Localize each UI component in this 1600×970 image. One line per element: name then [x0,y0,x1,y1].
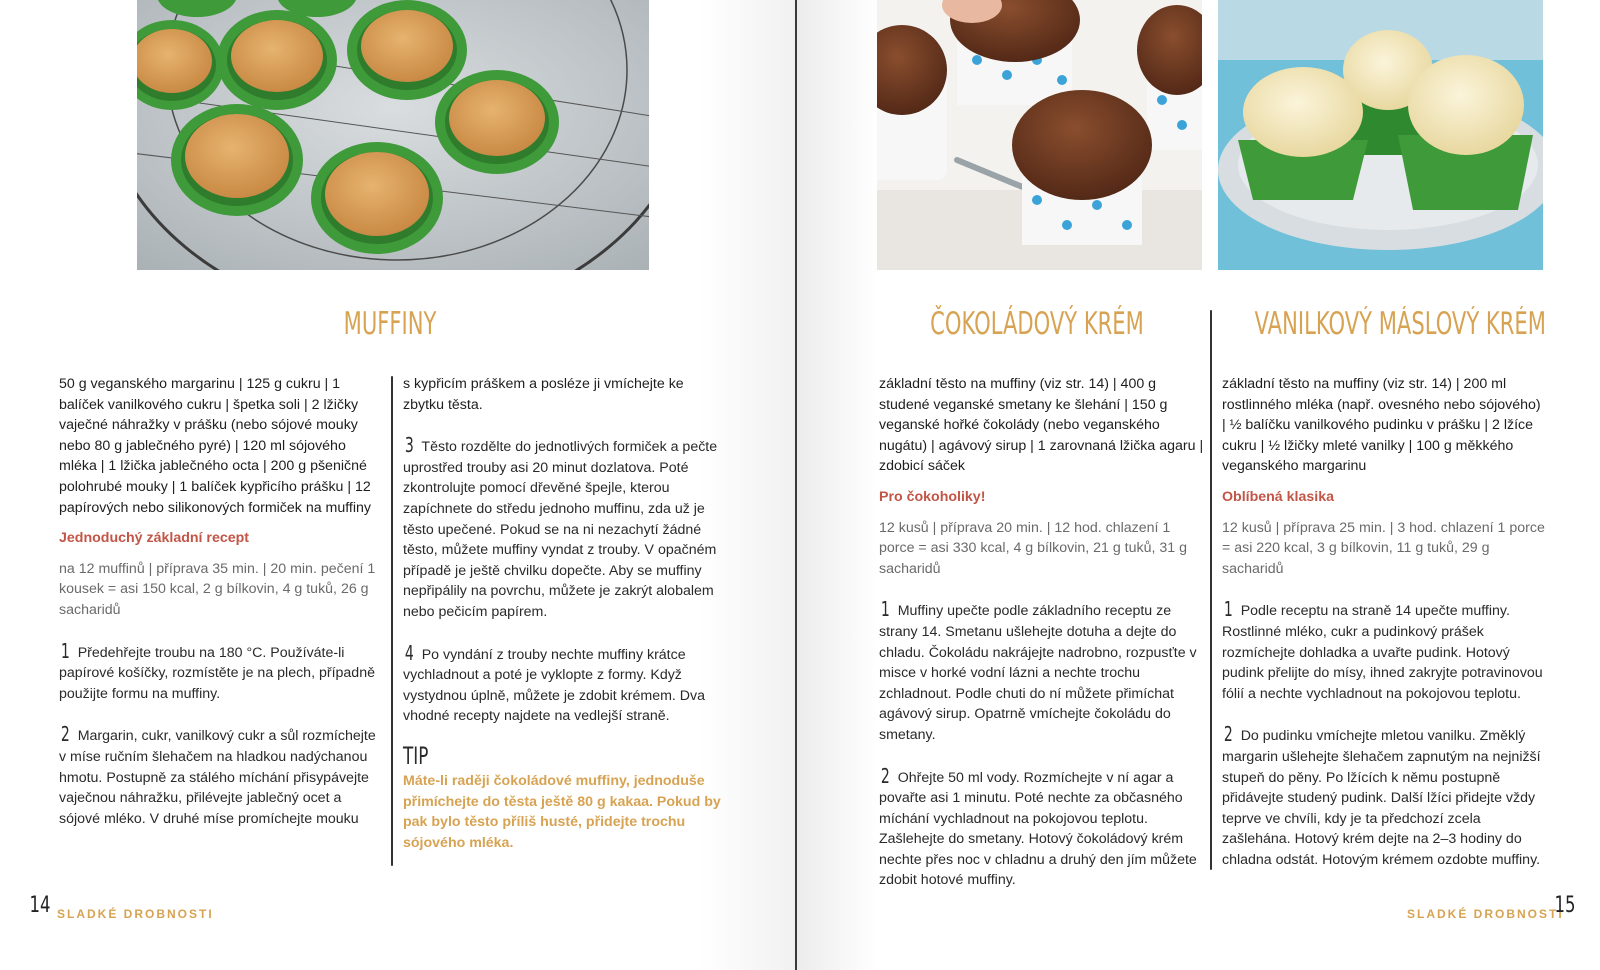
muffins-on-rack-photo [137,0,649,270]
step-number: 1 [60,638,70,663]
step-2 [59,724,384,829]
column-divider [391,376,393,866]
step-number: 1 [1223,597,1233,622]
cupcake [1012,90,1152,245]
step-number: 1 [880,597,890,622]
step-2 [1222,724,1547,870]
left-column-2 [403,374,728,853]
step-number: 4 [404,640,414,665]
step-text: Do pudinku vmíchejte mletou vanilku. Změklý margarin ušlehejte šlehačem zapnutým na nejnižší stupeň do pěny. Po lžících k němu postupně přidávejte studený pudink. Další lžíci přidejte vždy teprve ve chvíli, kdy je ta předchozí zcela zašlehána. Hotový krém dejte na 2–3 hodiny do chladna odstát. Hotovým krémem ozdobte muffiny. [1222,728,1541,868]
step-1 [879,599,1204,745]
step-4 [403,640,728,727]
recipe-subtitle: Jednoduchý základní recept [59,530,250,547]
vanilla-recipe-column [1222,374,1547,870]
step-1 [59,638,384,705]
cupcake [1238,67,1368,200]
step-2 [879,763,1204,892]
recipe-title: VANILKOVÝ MÁSLOVÝ KRÉM [1254,306,1546,342]
page-number: 15 [1554,893,1576,918]
tip-text: Máte-li raději čokoládové muffiny, jednoduše přimíchejte do těsta ještě 80 g kakaa. Pokud by pak bylo těsto příliš husté, přidejte trochu sójového mléka. [403,772,721,851]
recipe-info: 12 kusů | příprava 25 min. | 3 hod. chlazení 1 porce = asi 220 kcal, 3 g bílkovin, 11 g tuků, 29 g sacharidů [1222,519,1545,577]
step-text: Předehřejte troubu na 180 °C. Používáte-li papírové košíčky, rozmístěte je na plech, případně použijte formu na muffiny. [59,644,375,702]
recipe-title: MUFFINY [343,306,437,342]
step-number: 2 [1223,722,1233,747]
step-text: Podle receptu na straně 14 upečte muffiny. Rostlinné mléko, cukr a pudinkový prášek rozmíchejte dohladka a uvařte pudink. Hotový pudink přelijte do mísy, ihned zakryjte potravinovou fólií a nechte vychladnout na pokojovou teplotu. [1222,603,1543,702]
vanilla-cupcakes-photo [1218,0,1543,270]
step-number: 2 [60,722,70,747]
step-1 [1222,599,1547,704]
ingredients-text: 50 g veganského margarinu | 125 g cukru | 1 balíček vanilkového cukru | špetka soli | 2 lžičky vaječné náhražky v prášku (nebo sójové mouky nebo 80 g jablečného pyré) | 120 ml sójového mléka | 1 lžička jablečného octa | 200 g pšeničné polohrubé mouky | 1 balíček kypřicího prášku | 12 papírových nebo silikonových formiček na muffiny [59,376,372,516]
chocolate-cupcakes-photo [877,0,1202,270]
step-number: 2 [880,763,890,788]
section-label: SLADKÉ DROBNOSTI [1407,907,1564,921]
ingredients-text: základní těsto na muffiny (viz str. 14) | 200 ml rostlinného mléka (např. ovesného nebo sójového) | ½ balíčku vanilkového pudinku v prášku | 2 lžíce cukru | ½ lžičky mleté vanilky | 100 g měkkého veganského margarinu [1222,376,1541,475]
recipe-subtitle: Oblíbená klasika [1222,488,1334,505]
tip-heading: TIP [403,741,429,770]
cupcake [942,0,1080,105]
recipe-subtitle: Pro čokoholiky! [879,488,986,505]
ingredients-text: základní těsto na muffiny (viz str. 14) | 400 g studené veganské smetany ke šlehání | 150 g veganské hořké čokolády (nebo veganského nugátu) | agávový sirup | 1 zarovnaná lžička agaru | zdobicí sáček [879,376,1204,475]
recipe-title: ČOKOLÁDOVÝ KRÉM [930,306,1144,342]
right-page [797,0,1600,970]
step-2-continued: s kypřicím práškem a posléze ji vmíchejte ke zbytku těsta. [403,376,684,413]
step-number: 3 [404,433,414,458]
step-text: Těsto rozdělte do jednotlivých formiček a pečte uprostřed trouby asi 20 minut dozlatova. Poté zkontrolujte pomocí dřevěné špejle, kterou zapíchnete do středu jednoho muffinu, zda už je těsto upečené. Pokud se na ni nezachytí žádné těsto, můžete muffiny vyndat z trouby. V opačném případě je ještě chvilku dopečte. Aby se muffiny nepřipálily na povrchu, můžete je zakrýt alobalem nebo pečicím papírem. [403,439,718,620]
recipe-info: na 12 muffinů | příprava 35 min. | 20 min. pečení 1 kousek = asi 150 kcal, 2 g bílkovin, 4 g tuků, 26 g sacharidů [59,560,376,618]
left-page [0,0,795,970]
step-text: Muffiny upečte podle základního receptu ze strany 14. Smetanu ušlehejte dotuha a dejte do chladu. Čokoládu nakrájejte nadrobno, rozpusťte v misce v horké vodní lázni a nechte trochu zchladnout. Podle chuti do ní můžete přimíchat agávový sirup. Opatrně vmíchejte čokoládu do smetany. [879,603,1197,743]
step-text: Margarin, cukr, vanilkový cukr a sůl rozmíchejte v míse ručním šlehačem na hladkou nadýchanou hmotu. Postupně za stálého míchání přisypávejte vaječnou náhražku, přilévejte jablečný ocet a sójové mléko. V druhé míse promíchejte mouku [59,728,376,827]
recipe-info: 12 kusů | příprava 20 min. | 12 hod. chlazení 1 porce = asi 330 kcal, 4 g bílkovin, 21 g tuků, 31 g sacharidů [879,519,1187,577]
left-column-1 [59,374,384,829]
cupcake [877,25,947,180]
section-label: SLADKÉ DROBNOSTI [57,907,214,921]
page-number: 14 [29,893,51,918]
chocolate-recipe-column [879,374,1204,891]
step-text: Po vyndání z trouby nechte muffiny krátce vychladnout a poté je vyklopte z formy. Když vystydnou úplně, můžete je zdobit krémem. Dva vhodné recepty najdete na vedlejší straně. [403,646,706,725]
column-divider [1210,310,1212,870]
step-3 [403,435,728,622]
step-text: Ohřejte 50 ml vody. Rozmíchejte v ní agar a povařte asi 1 minutu. Poté nechte za občasného míchání vychladnout na pokojovou teplotu. Zašlehejte do smetany. Hotový čokoládový krém nechte přes noc v chladnu a druhý den jím můžete zdobit hotové muffiny. [879,769,1197,889]
cupcake [1398,55,1533,210]
